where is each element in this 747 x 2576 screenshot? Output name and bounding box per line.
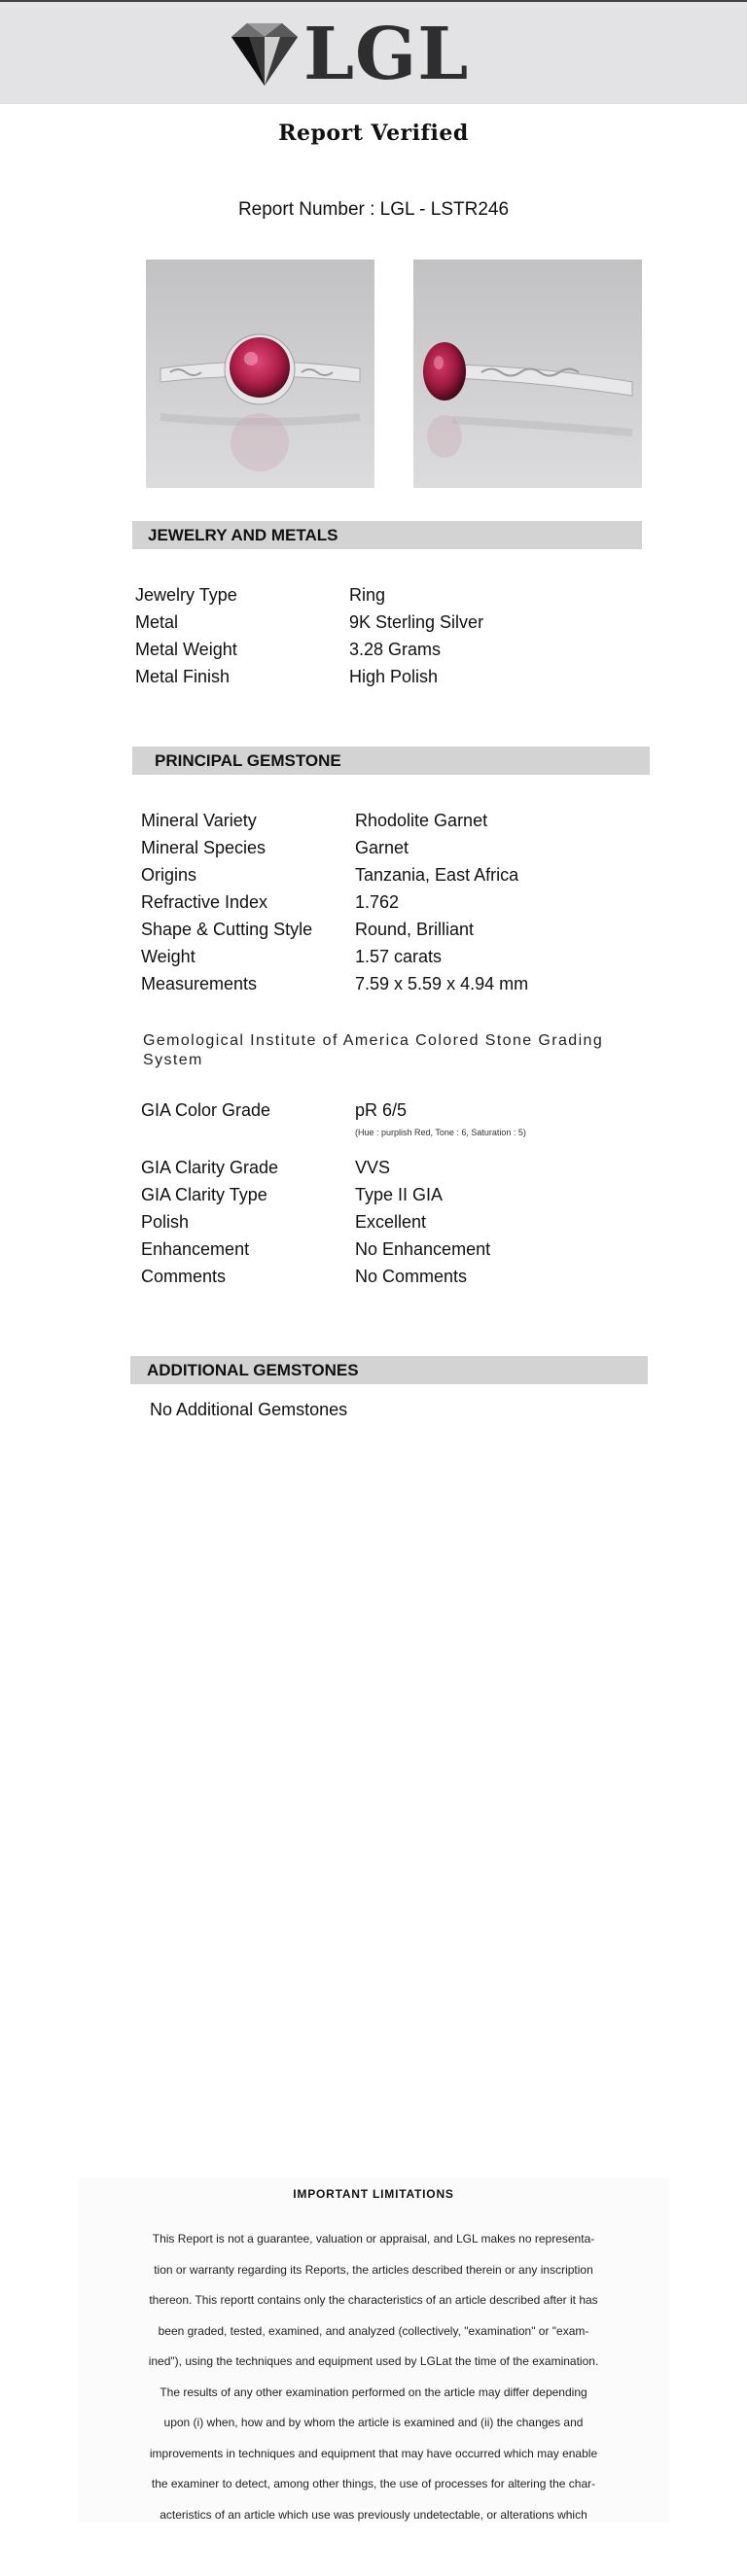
limitations-line: acteristics of an article which use was previously undetectable, or alterations which [160, 2507, 587, 2522]
row-value: No Comments [355, 1267, 468, 1286]
row-label: Shape & Cutting Style [141, 920, 313, 939]
limitations-line: This Report is not a guarantee, valuation or appraisal, and LGL makes no representa- [152, 2232, 595, 2245]
gemstone-row [141, 834, 647, 861]
additional-section-heading: ADDITIONAL GEMSTONES [130, 1356, 648, 1384]
limitations-line: improvements in techniques and equipment that may have occurred which may enable [149, 2446, 598, 2460]
row-value: Tanzania, East Africa [355, 865, 519, 885]
row-label: Mineral Variety [141, 811, 257, 830]
row-label: Jewelry Type [135, 585, 237, 605]
row-value: No Enhancement [355, 1239, 491, 1259]
row-value: pR 6/5 [355, 1100, 408, 1120]
gemstone-row [141, 861, 647, 888]
limitations-line: ined"), using the techniques and equipment used by LGLat the time of the examination. [148, 2354, 599, 2368]
limitations-line: The results of any other examination performed on the article may differ depending [160, 2385, 587, 2399]
row-label: Measurements [141, 974, 258, 993]
jewelry-row [135, 636, 622, 663]
important-limitations [78, 2177, 669, 2523]
diamond-icon [226, 21, 302, 87]
ring-photo-side [413, 260, 642, 488]
row-value: High Polish [349, 667, 439, 686]
limitations-line: upon (i) when, how and by whom the article is examined and (ii) the changes and [163, 2416, 584, 2429]
grading-row [141, 1236, 647, 1263]
grading-row [141, 1263, 647, 1290]
page-title: Report Verified [278, 121, 469, 146]
logo [226, 13, 479, 96]
logo-text: LGL [303, 13, 470, 96]
jewelry-row [135, 663, 622, 690]
row-label: Polish [141, 1212, 190, 1232]
row-value: 7.59 x 5.59 x 4.94 mm [355, 974, 529, 993]
gemstone-row [141, 807, 647, 834]
report-number: Report Number : LGL - LSTR246 [237, 199, 510, 220]
row-value: Round, Brilliant [355, 920, 475, 939]
color-grade-note: (Hue : purplish Red, Tone : 6, Saturation : 5) [355, 1128, 526, 1137]
gemstone-row [141, 943, 647, 970]
header [0, 0, 747, 104]
row-label: Comments [141, 1267, 227, 1286]
limitations-heading: IMPORTANT LIMITATIONS [293, 2187, 454, 2201]
limitations-line: thereon. This reportt contains only the characteristics of an article described after it has [149, 2293, 598, 2307]
row-value: VVS [355, 1158, 391, 1177]
row-value: Rhodolite Garnet [355, 811, 488, 830]
gia-grading-system: Gemological Institute of America Colored Stone Grading System [143, 1032, 604, 1068]
gemstone-row [141, 888, 647, 916]
row-value: 9K Sterling Silver [349, 612, 484, 632]
grading-row [141, 1208, 647, 1236]
row-label: Mineral Species [141, 838, 267, 857]
ring-photo-front [146, 260, 374, 488]
row-value: 1.762 [355, 892, 400, 912]
row-value: Ring [349, 585, 386, 605]
row-label: Weight [141, 947, 196, 966]
row-value: Excellent [355, 1212, 427, 1232]
limitations-body [105, 2224, 642, 2530]
row-value: Type II GIA [355, 1185, 444, 1204]
gemstone-row [141, 970, 647, 997]
row-label: Metal [135, 612, 179, 632]
gemstone-table [141, 807, 647, 997]
row-label: Enhancement [141, 1239, 250, 1259]
no-additional-gemstones: No Additional Gemstones [150, 1400, 348, 1419]
row-label: GIA Clarity Grade [141, 1158, 279, 1177]
gemstone-row [141, 916, 647, 943]
grading-row [141, 1154, 647, 1181]
limitations-line: the examiner to detect, among other things, the use of processes for altering the char- [151, 2477, 596, 2490]
limitations-line: been graded, tested, examined, and analyzed (collectively, "examination" or "exam- [158, 2323, 589, 2338]
row-label: Metal Finish [135, 667, 231, 686]
row-label: Refractive Index [141, 892, 268, 912]
row-label: GIA Clarity Type [141, 1185, 267, 1204]
row-value: Garnet [355, 838, 409, 857]
jewelry-row [135, 609, 622, 636]
row-value: 3.28 Grams [349, 640, 442, 659]
jewelry-table [135, 581, 622, 690]
row-label: Metal Weight [135, 640, 237, 659]
grading-table [141, 1154, 647, 1290]
jewelry-section-heading: JEWELRY AND METALS [132, 521, 642, 549]
row-value: 1.57 carats [355, 947, 443, 966]
row-label: Origins [141, 865, 197, 885]
limitations-line: tion or warranty regarding its Reports, the articles described therein or any inscription [154, 2262, 593, 2277]
grading-row [141, 1181, 647, 1208]
gemstone-section-heading: PRINCIPAL GEMSTONE [132, 747, 650, 775]
jewelry-row [135, 581, 622, 609]
gia-color-grade [141, 1100, 408, 1121]
row-label: GIA Color Grade [141, 1100, 271, 1120]
